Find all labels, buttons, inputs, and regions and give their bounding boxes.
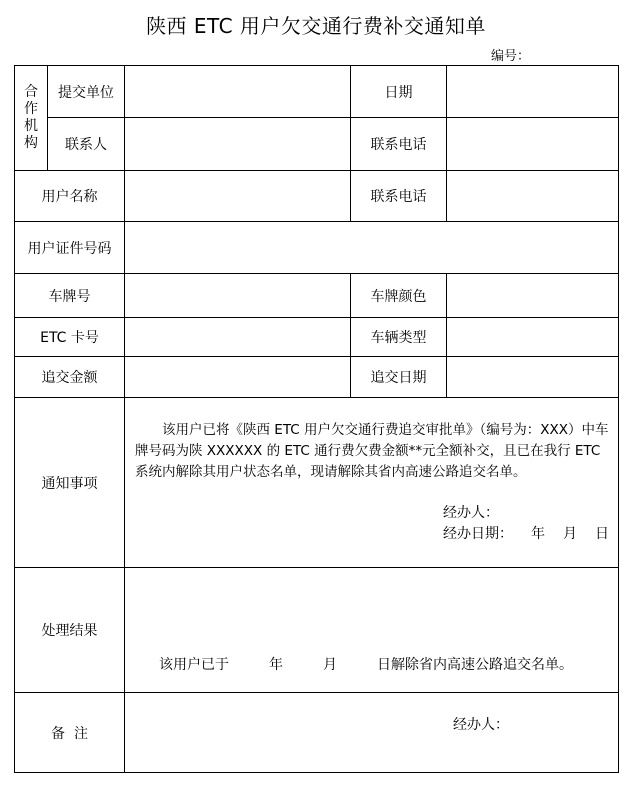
plate-color-label: 车牌颜色 [351,274,447,318]
notice-handler-date [443,524,610,545]
contact-person-field[interactable] [125,118,351,171]
contact-person-label: 联系人 [48,118,125,171]
amount-label: 追交金额 [15,357,125,398]
result-year: 年 [269,657,283,673]
result-handler-label: 经办人： [453,717,509,733]
notice-signature [135,503,610,545]
notice-content [125,398,619,568]
notice-form-table [14,65,619,773]
result-suffix: 日解除省内高速公路追交名单。 [377,657,573,673]
submit-unit-field[interactable] [125,66,351,118]
handler-date-month: 月 [563,526,577,542]
result-label: 处理结果 [15,568,125,693]
date-field[interactable] [447,66,619,118]
etc-card-field[interactable] [125,318,351,357]
user-id-field[interactable] [125,222,619,274]
user-id-label: 用户证件号码 [15,222,125,274]
remarks-label [15,693,125,773]
serial-number-label: 编号： [491,49,531,64]
pay-date-label: 追交日期 [351,357,447,398]
user-phone-field[interactable] [447,171,619,222]
submit-unit-label: 提交单位 [48,66,125,118]
notice-text: 该用户已将《陕西 ETC 用户欠交通行费追交审批单》（编号为：XXX）中车牌号码为陕 XXXXXX 的 ETC 通行费欠费金额**元全额补交，且已在我行 ETC 系统内解除其用户状态名单，现请解除其省内高速公路追交名单。 [135,422,609,480]
partner-org-char: 合 [24,84,38,100]
partner-org-char: 机 [24,118,38,134]
pay-date-field[interactable] [447,357,619,398]
partner-org-char: 作 [24,101,38,117]
notice-handler-label: 经办人： [443,505,499,521]
partner-org-char: 构 [24,135,38,151]
result-month: 月 [323,657,337,673]
etc-card-label: ETC 卡号 [15,318,125,357]
remarks-field[interactable] [125,693,619,773]
user-phone-label: 联系电话 [351,171,447,222]
result-content[interactable] [125,568,619,733]
result-text [159,654,573,674]
plate-number-label: 车牌号 [15,274,125,318]
contact-phone-field[interactable] [447,118,619,171]
handler-date-day: 日 [595,526,609,542]
vehicle-type-field[interactable] [447,318,619,357]
user-name-field[interactable] [125,171,351,222]
handler-date-label: 经办日期： [443,526,513,542]
vehicle-type-label: 车辆类型 [351,318,447,357]
plate-number-field[interactable] [125,274,351,318]
plate-color-field[interactable] [447,274,619,318]
date-label: 日期 [351,66,447,118]
contact-phone-label: 联系电话 [351,118,447,171]
amount-field[interactable] [125,357,351,398]
result-prefix: 该用户已于 [159,657,229,673]
handler-date-year: 年 [531,526,545,542]
user-name-label: 用户名称 [15,171,125,222]
remarks-label-text: 备 注 [51,725,88,742]
notice-label: 通知事项 [15,398,125,568]
document-title: 陕西 ETC 用户欠交通行费补交通知单 [146,14,486,38]
partner-org-label [15,66,48,171]
